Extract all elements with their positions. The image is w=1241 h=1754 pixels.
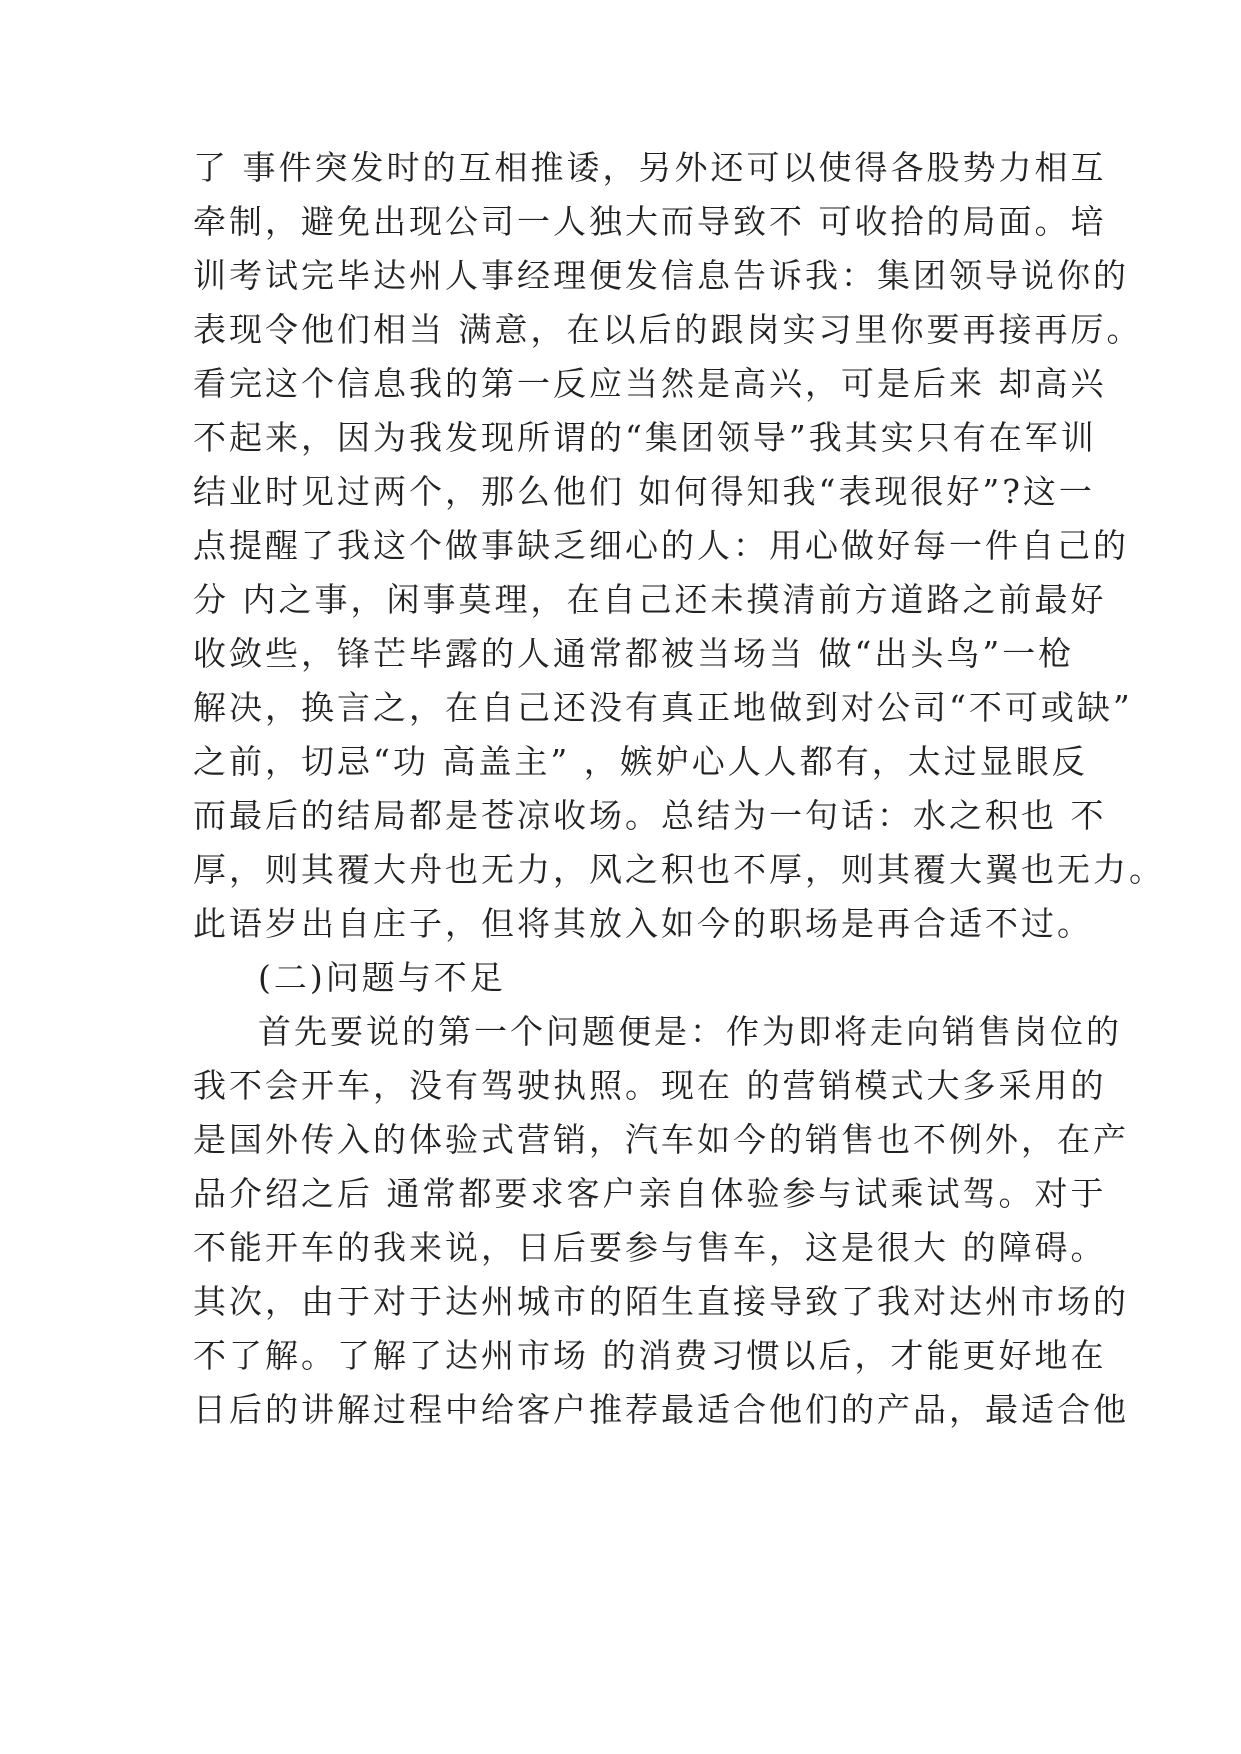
text-line: 解决，换言之，在自己还没有真正地做到对公司“不可或缺” xyxy=(193,688,1133,727)
text-line: 收敛些，锋芒毕露的人通常都被当场当 做“出头鸟”一枪 xyxy=(193,634,1075,673)
text-line: 表现令他们相当 满意，在以后的跟岗实习里你要再接再厉。 xyxy=(193,310,1143,349)
text-line: 看完这个信息我的第一反应当然是高兴，可是后来 却高兴 xyxy=(193,364,1107,403)
text-line: 点提醒了我这个做事缺乏细心的人：用心做好每一件自己的 xyxy=(193,526,1129,565)
text-line: 了 事件突发时的互相推诿，另外还可以使得各股势力相互 xyxy=(193,148,1107,187)
text-line: 而最后的结局都是苍凉收场。总结为一句话：水之积也 不 xyxy=(193,796,1107,835)
text-line: 结业时见过两个，那么他们 如何得知我“表现很好”?这一 xyxy=(193,472,1095,511)
text-line: 分 内之事，闲事莫理，在自己还未摸清前方道路之前最好 xyxy=(193,580,1107,619)
text-line: 之前，切忌“功 高盖主” ，嫉妒心人人都有，太过显眼反 xyxy=(193,742,1088,781)
text-line: 牵制，避免出现公司一人独大而导致不 可收拾的局面。培 xyxy=(193,202,1107,241)
text-line: 是国外传入的体验式营销，汽车如今的销售也不例外，在产 xyxy=(193,1120,1129,1159)
text-line: 品介绍之后 通常都要求客户亲自体验参与试乘试驾。对于 xyxy=(193,1174,1107,1213)
text-line: 不起来，因为我发现所谓的“集团领导”我其实只有在军训 xyxy=(193,418,1097,457)
text-line: 日后的讲解过程中给客户推荐最适合他们的产品，最适合他 xyxy=(193,1390,1129,1429)
section-heading: (二)问题与不足 xyxy=(258,958,506,997)
text-line: 我不会开车，没有驾驶执照。现在 的营销模式大多采用的 xyxy=(193,1066,1107,1105)
text-line: 首先要说的第一个问题便是：作为即将走向销售岗位的 xyxy=(258,1012,1122,1051)
text-line: 此语岁出自庄子，但将其放入如今的职场是再合适不过。 xyxy=(193,904,1093,943)
text-line: 训考试完毕达州人事经理便发信息告诉我：集团领导说你的 xyxy=(193,256,1129,295)
text-line: 其次，由于对于达州城市的陌生直接导致了我对达州市场的 xyxy=(193,1282,1129,1321)
text-line: 不能开车的我来说，日后要参与售车，这是很大 的障碍。 xyxy=(193,1228,1107,1267)
text-line: 不了解。了解了达州市场 的消费习惯以后，才能更好地在 xyxy=(193,1336,1107,1375)
text-line: 厚，则其覆大舟也无力，风之积也不厚，则其覆大翼也无力。 xyxy=(193,850,1165,889)
